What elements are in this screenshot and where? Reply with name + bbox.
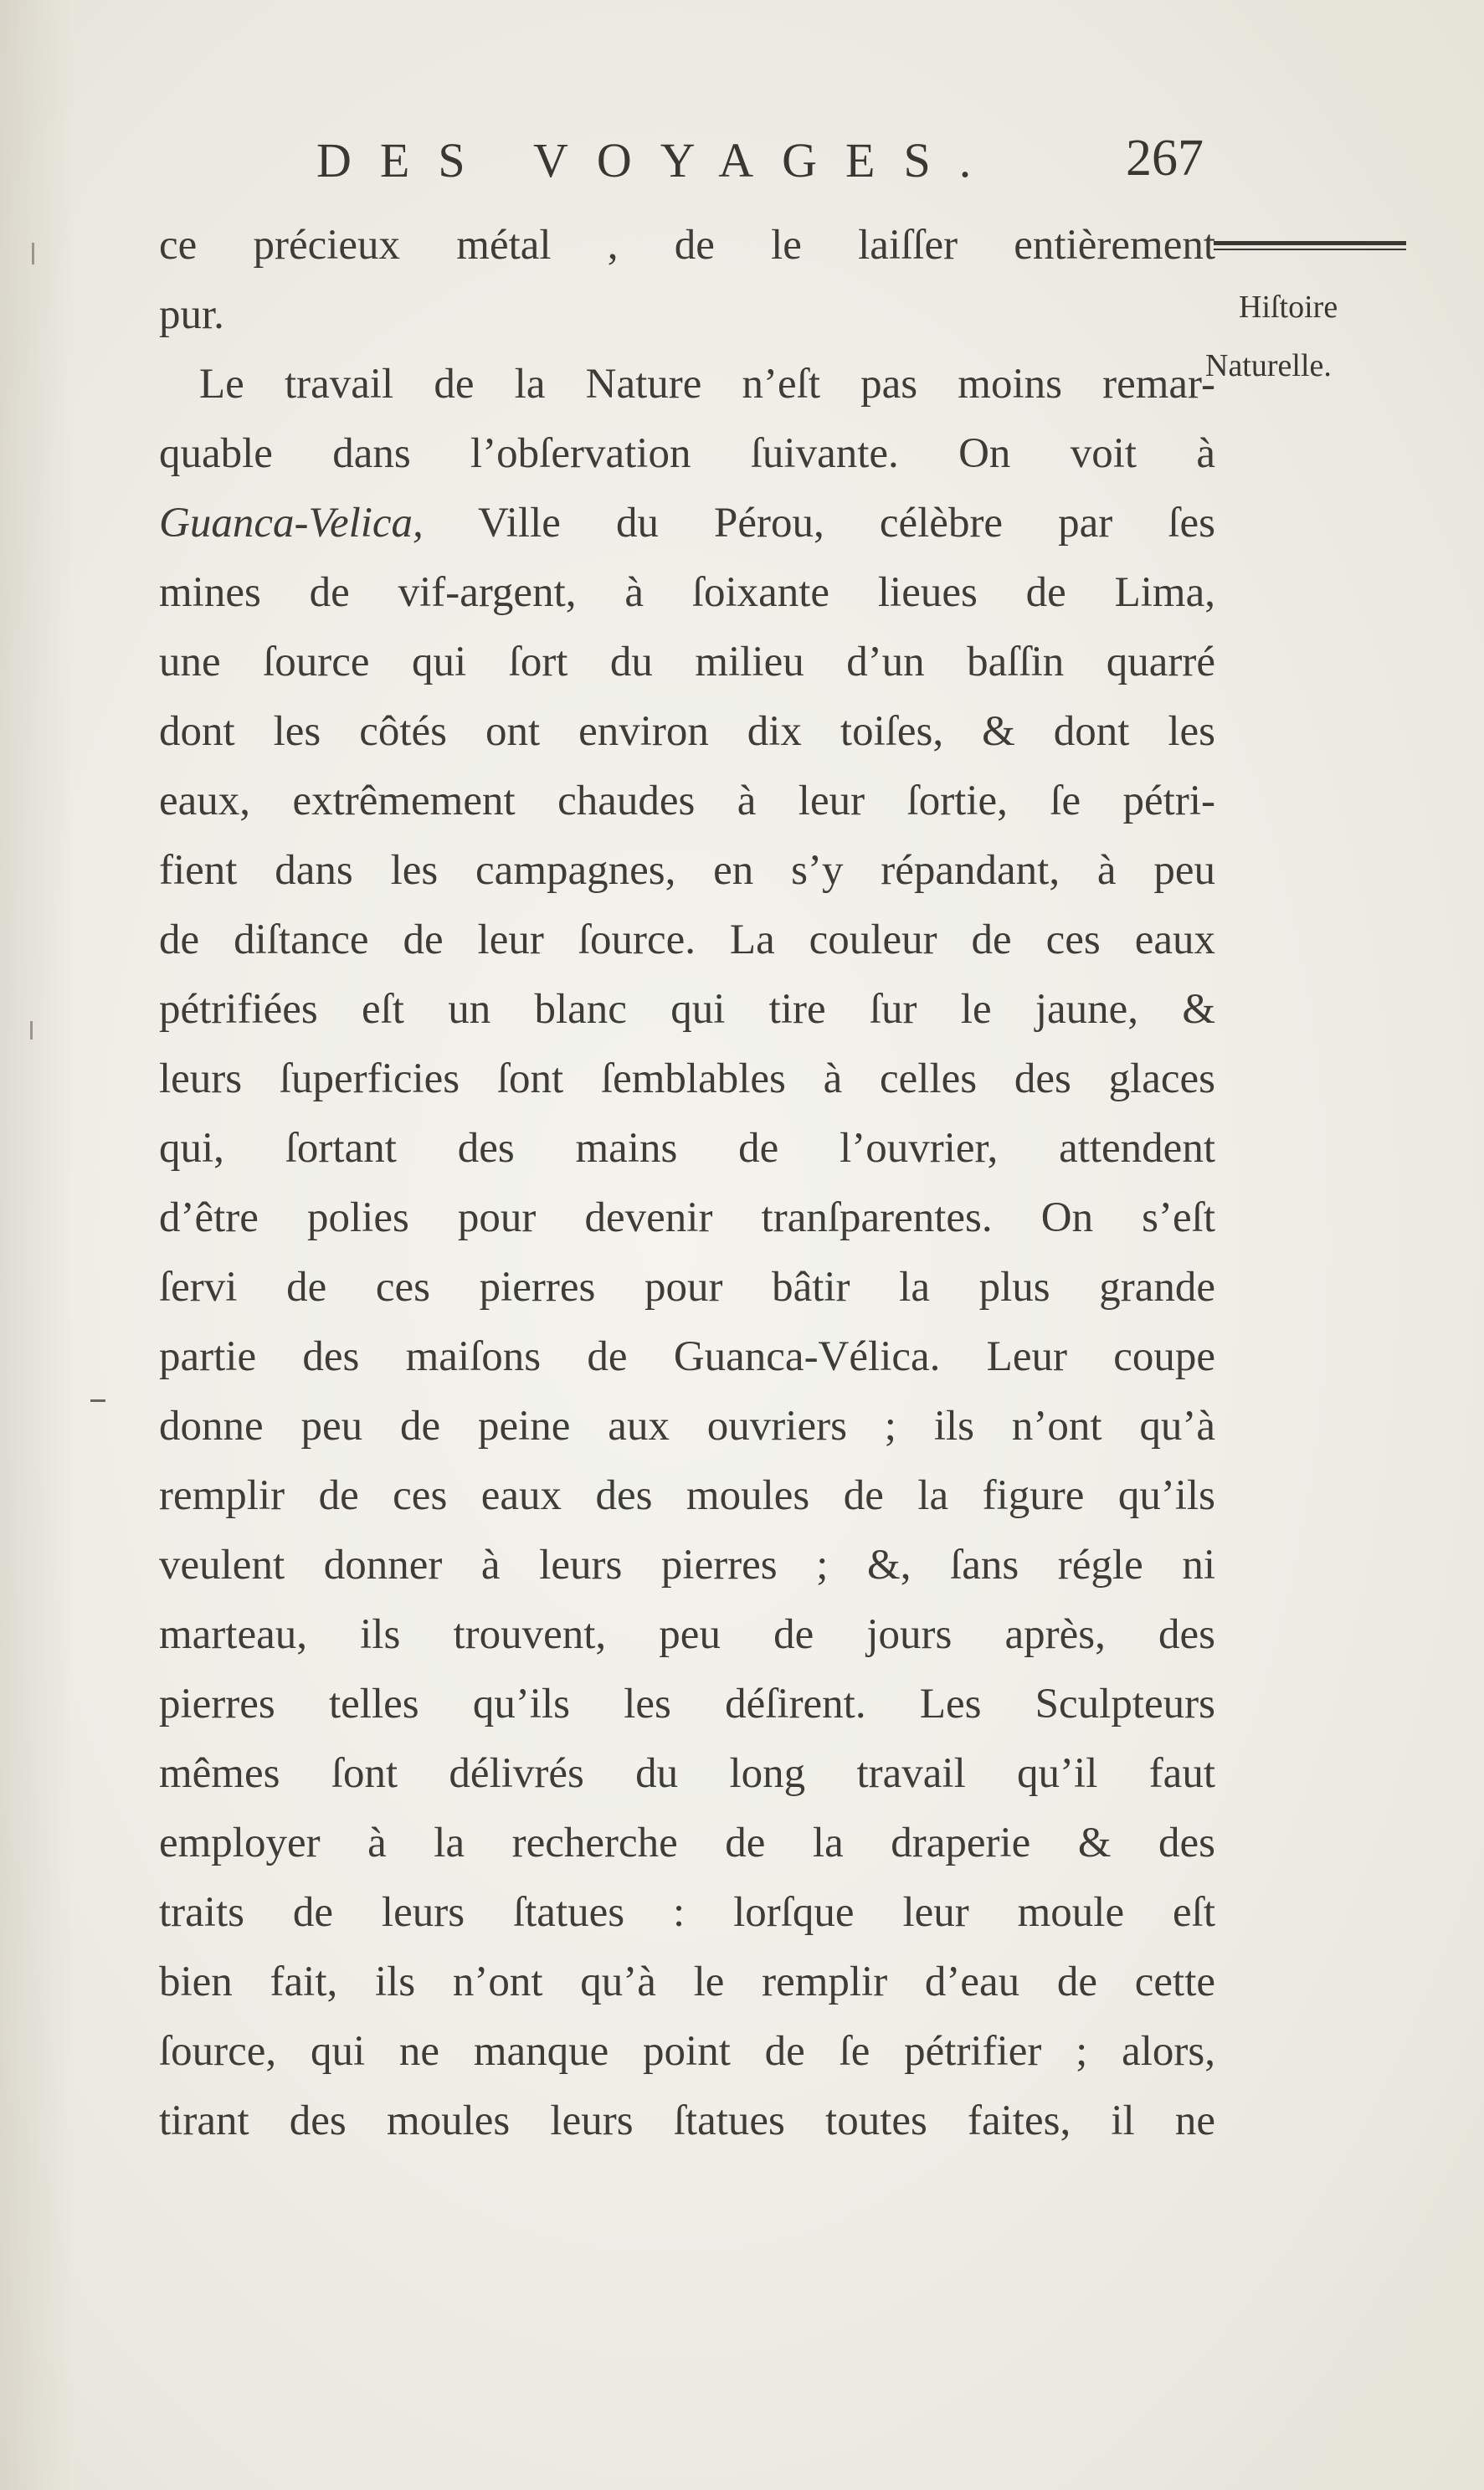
text-line-4: quable dans l’obſervation ſuivante. On voit à bbox=[159, 430, 1215, 477]
running-title: DES VOYAGES. bbox=[316, 133, 1000, 187]
margin-note-line-2: Naturelle. bbox=[1205, 348, 1332, 383]
text-line-15: d’être polies pour devenir tranſparentes. On s’eſt bbox=[159, 1194, 1215, 1241]
text-line-7: une ſource qui ſort du milieu d’un baſſin quarré bbox=[159, 639, 1215, 685]
text-line-28: tirant des moules leurs ſtatues toutes faites, il ne bbox=[159, 2097, 1215, 2144]
text-line-19: remplir de ces eaux des moules de la figure qu’ils bbox=[159, 1472, 1215, 1519]
running-head bbox=[316, 124, 1204, 199]
text-line-16: ſervi de ces pierres pour bâtir la plus grande bbox=[159, 1264, 1215, 1311]
text-line-17: partie des maiſons de Guanca-Vélica. Leur coupe bbox=[159, 1333, 1215, 1380]
text-line-14: qui, ſortant des mains de l’ouvrier, attendent bbox=[159, 1125, 1215, 1172]
text-line-5-rest: Ville du Pérou, célèbre par ſes bbox=[423, 500, 1215, 547]
text-line-23: mêmes ſont délivrés du long travail qu’il faut bbox=[159, 1750, 1215, 1797]
text-line-13: leurs ſuperficies ſont ſemblables à celles des glaces bbox=[159, 1055, 1215, 1102]
text-line-12: pétrifiées eſt un blanc qui tire ſur le jaune, & bbox=[159, 986, 1215, 1033]
margin-rule bbox=[1214, 241, 1406, 245]
text-line-10: fient dans les campagnes, en s’y répandant, à peu bbox=[159, 847, 1215, 894]
paper-mark-top bbox=[32, 243, 34, 264]
text-line-27: ſource, qui ne manque point de ſe pétrifier ; alors, bbox=[159, 2028, 1215, 2075]
text-line-9: eaux, extrêmement chaudes à leur ſortie, ſe pétri- bbox=[159, 778, 1215, 824]
text-line-3: Le travail de la Nature n’eſt pas moins remar- bbox=[199, 361, 1215, 408]
spine-shadow bbox=[0, 0, 75, 2490]
text-line-25: traits de leurs ſtatues : lorſque leur moule eſt bbox=[159, 1889, 1215, 1936]
text-line-18: donne peu de peine aux ouvriers ; ils n’ont qu’à bbox=[159, 1403, 1215, 1450]
body-text bbox=[159, 211, 1215, 2156]
text-line-6: mines de vif-argent, à ſoixante lieues de Lima, bbox=[159, 569, 1215, 616]
text-line-26: bien fait, ils n’ont qu’à le remplir d’eau de cette bbox=[159, 1959, 1215, 2005]
text-line-20: veulent donner à leurs pierres ; &, ſans régle ni bbox=[159, 1542, 1215, 1589]
place-name-italic: Guanca-Velica, bbox=[159, 500, 424, 547]
margin-note-line-1: Hiſtoire bbox=[1239, 290, 1338, 325]
text-line-22: pierres telles qu’ils les déſirent. Les Sculpteurs bbox=[159, 1681, 1215, 1728]
text-line-21: marteau, ils trouvent, peu de jours après, des bbox=[159, 1611, 1215, 1658]
text-line-2: pur. bbox=[159, 291, 224, 338]
page-number: 267 bbox=[1126, 130, 1204, 187]
margin-dash-mark bbox=[90, 1399, 105, 1402]
paper-mark-middle bbox=[30, 1021, 33, 1040]
text-line-8: dont les côtés ont environ dix toiſes, & dont les bbox=[159, 708, 1215, 755]
text-line-24: employer à la recherche de la draperie & des bbox=[159, 1820, 1215, 1866]
margin-rule-thin bbox=[1214, 249, 1406, 250]
text-line-5 bbox=[159, 489, 1215, 558]
text-line-1: ce précieux métal , de le laiſſer entièrement bbox=[159, 222, 1215, 269]
text-line-11: de diſtance de leur ſource. La couleur de ces eaux bbox=[159, 916, 1215, 963]
